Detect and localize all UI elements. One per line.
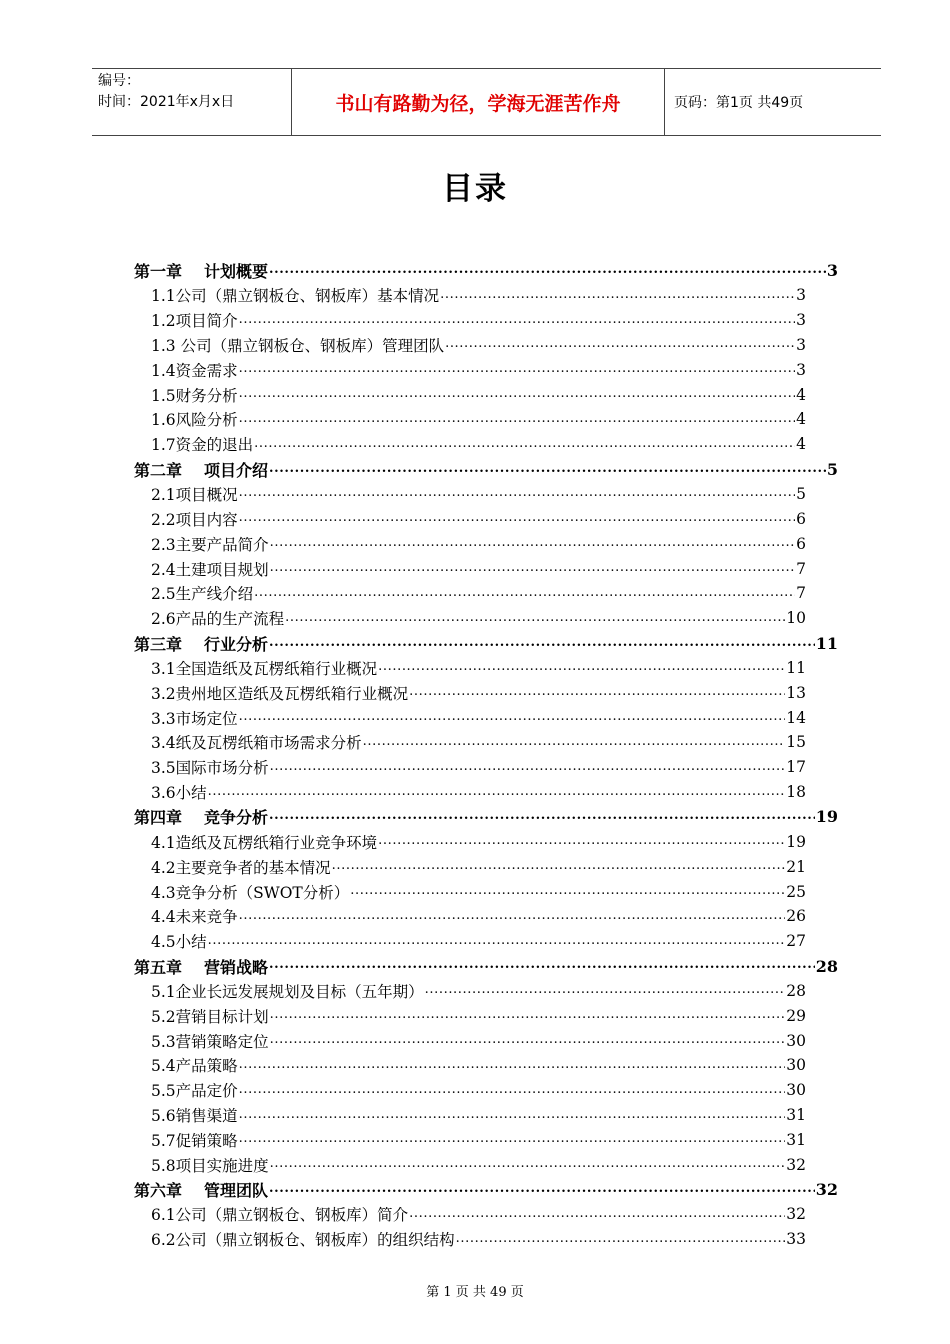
toc-entry-label [134,955,268,978]
toc-section-entry[interactable] [134,357,806,382]
toc-chapter-title: 计划概要 [204,261,269,281]
toc-entry-label: 3.1全国造纸及瓦楞纸箱行业概况 [151,659,378,678]
header-page-info: 页码：第1页 共49页 [674,95,804,111]
toc-page-number: 15 [786,733,806,752]
toc-entry-label: 2.5生产线介绍 [151,585,254,604]
toc-entry-label: 5.8项目实施进度 [151,1156,269,1175]
toc-page-number: 5 [796,485,806,504]
toc-page-number: 21 [786,857,806,876]
toc-entry-label: 4.2主要竞争者的基本情况 [151,858,331,877]
toc-page-number: 11 [815,633,838,653]
toc-dot-leader [239,408,795,432]
toc-entry-label: 4.5小结 [151,933,207,952]
toc-dot-leader [254,582,795,606]
toc-dot-leader [239,1104,786,1128]
toc-dot-leader [409,681,785,705]
toc-entry-label: 2.2项目内容 [151,510,238,529]
toc-section-entry[interactable] [134,556,806,581]
toc-section-entry[interactable] [134,407,806,432]
toc-dot-leader [269,631,815,656]
toc-entry-label: 3.6小结 [151,784,207,803]
toc-entry-label: 1.6风险分析 [151,411,238,430]
toc-entry-label: 1.3 公司（鼎立钢板仓、钢板库）管理团队 [151,336,445,355]
toc-section-entry[interactable] [134,606,806,631]
toc-dot-leader [269,1177,815,1202]
toc-section-entry[interactable] [134,829,806,854]
toc-page-number: 29 [786,1006,806,1025]
toc-page-number: 28 [786,981,806,1000]
toc-page-number: 4 [796,385,806,404]
toc-entry-label: 1.1公司（鼎立钢板仓、钢板库）基本情况 [151,287,440,306]
toc-page-number: 3 [796,311,806,330]
toc-section-entry[interactable] [134,1003,806,1028]
toc-page-number: 30 [786,1081,806,1100]
toc-entry-label: 2.3主要产品简介 [151,535,269,554]
toc-dot-leader [456,1228,786,1252]
toc-page-number: 18 [786,783,806,802]
toc-entry-label: 5.4产品策略 [151,1057,238,1076]
toc-page-number: 32 [815,1180,838,1200]
header-motto: 书山有路勤为径，学海无涯苦作舟 [292,69,665,135]
toc-entry-label: 2.6产品的生产流程 [151,610,285,629]
toc-section-entry[interactable] [134,978,806,1003]
toc-page-number: 19 [786,832,806,851]
toc-entry-label: 5.5产品定价 [151,1082,238,1101]
toc-section-entry[interactable] [134,879,806,904]
toc-dot-leader [425,979,786,1003]
toc-section-entry[interactable] [134,730,806,755]
toc-page-number: 5 [826,459,838,479]
toc-chapter-number: 第二章 [134,460,183,480]
page-title: 目录 [442,171,508,207]
toc-entry-label: 5.3营销策略定位 [151,1032,269,1051]
toc-section-entry[interactable] [134,482,806,507]
toc-section-entry[interactable] [134,283,806,308]
toc-chapter-entry[interactable] [134,457,838,482]
toc-page-number: 32 [786,1155,806,1174]
toc-section-entry[interactable] [134,705,806,730]
toc-dot-leader [239,309,795,333]
toc-dot-leader [409,1203,785,1227]
toc-dot-leader [239,482,795,506]
toc-dot-leader [270,1029,786,1053]
toc-section-entry[interactable] [134,904,806,929]
toc-dot-leader [332,855,786,879]
toc-entry-label: 5.1企业长远发展规划及目标（五年期） [151,982,424,1001]
toc-page-number: 17 [786,758,806,777]
toc-entry-label: 4.4未来竞争 [151,908,238,927]
toc-chapter-entry[interactable] [134,805,838,830]
toc-entry-label: 1.2项目简介 [151,312,238,331]
toc-dot-leader [270,532,795,556]
toc-dot-leader [270,557,795,581]
header-meta [92,69,292,135]
page-footer: 第 1 页 共 49 页 [426,1285,524,1300]
toc-page-number: 13 [786,683,806,702]
toc-page-number: 32 [786,1205,806,1224]
page-header [92,68,881,136]
toc-entry-label: 3.3市场定位 [151,709,238,728]
toc-page-number: 33 [786,1230,806,1249]
toc-section-entry[interactable] [134,382,806,407]
toc-dot-leader [239,905,786,929]
toc-page-number: 3 [796,286,806,305]
toc-section-entry[interactable] [134,854,806,879]
toc-entry-label: 4.3竞争分析（SWOT分析） [151,883,350,902]
toc-entry-label [134,458,268,481]
toc-dot-leader [239,507,795,531]
toc-page-number: 10 [786,609,806,628]
toc-dot-leader [270,1004,786,1028]
toc-dot-leader [350,880,785,904]
toc-dot-leader [269,258,826,283]
toc-dot-leader [445,333,795,357]
toc-entry-label: 1.7资金的退出 [151,436,254,455]
toc-dot-leader [254,433,795,457]
toc-section-entry[interactable] [134,1202,806,1227]
toc-dot-leader [208,781,786,805]
toc-section-entry[interactable] [134,506,806,531]
toc-page-number: 31 [786,1106,806,1125]
toc-page-number: 4 [796,410,806,429]
toc-section-entry[interactable] [134,1053,806,1078]
document-number-label: 编号： [98,73,140,89]
toc-chapter-title: 管理团队 [204,1181,269,1201]
toc-page-number: 4 [796,435,806,454]
toc-dot-leader [239,358,795,382]
toc-chapter-number: 第四章 [134,808,183,828]
toc-dot-leader [285,607,785,631]
toc-page-number: 19 [815,807,838,827]
toc-page-number: 30 [786,1056,806,1075]
toc-page-number: 6 [796,534,806,553]
toc-chapter-number: 第六章 [134,1181,183,1201]
toc-chapter-title: 行业分析 [204,634,269,654]
toc-chapter-entry[interactable] [134,631,838,656]
toc-section-entry[interactable] [134,308,806,333]
toc-dot-leader [239,706,786,730]
toc-section-entry[interactable] [134,1152,806,1177]
toc-page-number: 3 [796,335,806,354]
toc-entry-label [134,632,268,655]
toc-page-number: 7 [796,559,806,578]
toc-dot-leader [239,1054,786,1078]
toc-page-number: 11 [786,658,806,677]
toc-entry-label: 3.2贵州地区造纸及瓦楞纸箱行业概况 [151,684,409,703]
toc-section-entry[interactable] [134,656,806,681]
toc-page-number: 6 [796,509,806,528]
toc-page-number: 3 [826,260,838,280]
document-time-label: 时间：2021年x月x日 [98,94,235,110]
toc-dot-leader [270,1153,786,1177]
toc-entry-label: 5.6销售渠道 [151,1107,238,1126]
toc-section-entry[interactable] [134,1028,806,1053]
toc-dot-leader [440,284,795,308]
toc-dot-leader [378,830,785,854]
toc-page-number: 25 [786,882,806,901]
table-of-contents [134,258,838,1252]
toc-page-number: 26 [786,907,806,926]
toc-section-entry[interactable] [134,755,806,780]
toc-section-entry[interactable] [134,1128,806,1153]
toc-page-number: 14 [786,708,806,727]
toc-dot-leader [363,731,786,755]
toc-page-number: 27 [786,932,806,951]
toc-entry-label: 2.1项目概况 [151,486,238,505]
toc-entry-label: 3.4纸及瓦楞纸箱市场需求分析 [151,734,362,753]
toc-section-entry[interactable] [134,1078,806,1103]
toc-page-number: 3 [796,360,806,379]
toc-section-entry[interactable] [134,432,806,457]
toc-page-number: 30 [786,1031,806,1050]
toc-chapter-title: 竞争分析 [204,808,269,828]
toc-chapter-number: 第一章 [134,261,183,281]
toc-entry-label: 1.4资金需求 [151,361,238,380]
toc-entry-label: 6.1公司（鼎立钢板仓、钢板库）简介 [151,1206,409,1225]
toc-dot-leader [378,656,785,680]
toc-entry-label: 5.2营销目标计划 [151,1007,269,1026]
toc-dot-leader [208,930,786,954]
toc-entry-label [134,805,268,828]
toc-entry-label: 6.2公司（鼎立钢板仓、钢板库）的组织结构 [151,1231,455,1250]
toc-dot-leader [269,457,826,482]
toc-entry-label: 2.4土建项目规划 [151,560,269,579]
toc-chapter-entry[interactable] [134,1177,838,1202]
toc-entry-label: 5.7促销策略 [151,1131,238,1150]
toc-dot-leader [269,953,815,978]
toc-chapter-title: 营销战略 [204,957,269,977]
toc-section-entry[interactable] [134,680,806,705]
toc-page-number: 7 [796,584,806,603]
toc-dot-leader [270,756,786,780]
toc-dot-leader [269,804,815,829]
toc-section-entry[interactable] [134,581,806,606]
toc-section-entry[interactable] [134,1227,806,1252]
toc-section-entry[interactable] [134,780,806,805]
toc-dot-leader [239,1079,786,1103]
toc-entry-label: 3.5国际市场分析 [151,759,269,778]
toc-page-number: 31 [786,1130,806,1149]
toc-chapter-entry[interactable] [134,258,838,283]
toc-section-entry[interactable] [134,531,806,556]
toc-chapter-number: 第五章 [134,957,183,977]
toc-entry-label [134,259,268,282]
toc-dot-leader [239,1128,786,1152]
toc-section-entry[interactable] [134,333,806,358]
toc-dot-leader [239,383,795,407]
toc-chapter-entry[interactable] [134,954,838,979]
toc-entry-label: 1.5财务分析 [151,386,238,405]
toc-page-number: 28 [815,956,838,976]
toc-entry-label: 4.1造纸及瓦楞纸箱行业竞争环境 [151,833,378,852]
toc-chapter-number: 第三章 [134,634,183,654]
toc-entry-label [134,1178,268,1201]
toc-section-entry[interactable] [134,1103,806,1128]
toc-chapter-title: 项目介绍 [204,460,269,480]
toc-section-entry[interactable] [134,929,806,954]
